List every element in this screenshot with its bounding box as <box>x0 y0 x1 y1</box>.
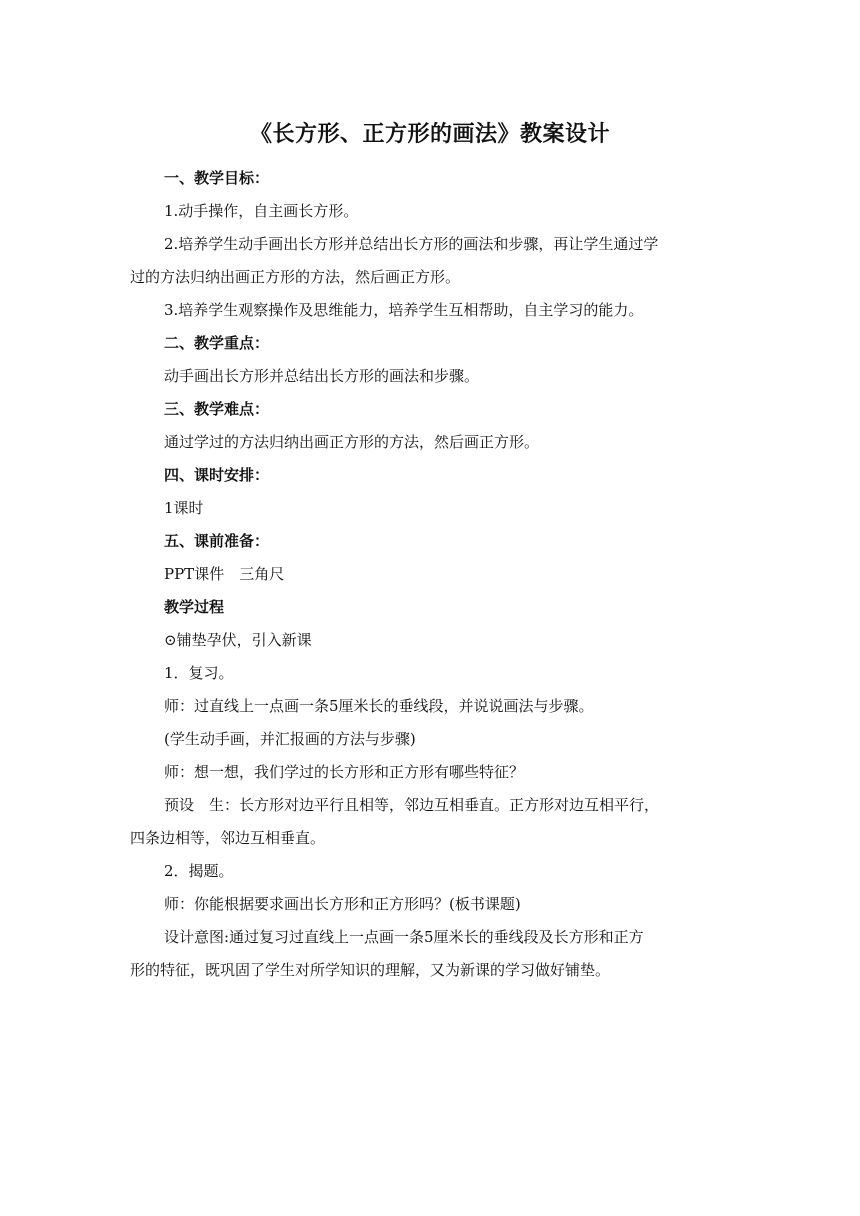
process-review-heading: 1．复习。 <box>164 664 234 682</box>
process-topic-heading: 2．揭题。 <box>164 862 234 880</box>
section-heading-difficulties: 三、教学难点： <box>164 400 270 418</box>
section-heading-objectives: 一、教学目标： <box>164 169 270 187</box>
key-points-text: 动手画出长方形并总结出长方形的画法和步骤。 <box>164 367 480 385</box>
document-body <box>130 162 740 987</box>
objective-item-3: 3.培养学生观察操作及思维能力，培养学生互相帮助，自主学习的能力。 <box>164 301 644 319</box>
section-heading-schedule: 四、课时安排： <box>164 466 270 484</box>
student-activity-note: (学生动手画，并汇报画的方法与步骤) <box>164 730 416 748</box>
design-intent-line-2: 形的特征，既巩固了学生对所学知识的理解，又为新课的学习做好铺垫。 <box>130 961 611 979</box>
teacher-question-3: 师：你能根据要求画出长方形和正方形吗？(板书课题) <box>164 895 521 913</box>
difficulties-text: 通过学过的方法归纳出画正方形的方法，然后画正方形。 <box>164 433 540 451</box>
expected-answer-line-2: 四条边相等，邻边互相垂直。 <box>130 829 326 847</box>
design-intent-line-1: 设计意图:通过复习过直线上一点画一条5厘米长的垂线段及长方形和正方 <box>164 928 644 946</box>
process-step-intro: ⊙铺垫孕伏，引入新课 <box>164 631 312 649</box>
preparation-text: PPT课件 三角尺 <box>164 565 285 583</box>
objective-item-2-line-2: 过的方法归纳出画正方形的方法，然后画正方形。 <box>130 268 461 286</box>
objective-item-1: 1.动手操作，自主画长方形。 <box>164 202 359 220</box>
document-title: 《长方形、正方形的画法》教案设计 <box>249 122 610 147</box>
section-heading-preparation: 五、课前准备： <box>164 532 270 550</box>
schedule-text: 1课时 <box>164 499 204 517</box>
teacher-question-1: 师：过直线上一点画一条5厘米长的垂线段，并说说画法与步骤。 <box>164 697 594 715</box>
teacher-question-2: 师：想一想，我们学过的长方形和正方形有哪些特征？ <box>164 763 525 781</box>
expected-answer-line-1: 预设 生：长方形对边平行且相等，邻边互相垂直。正方形对边互相平行， <box>164 796 660 814</box>
section-heading-process: 教学过程 <box>164 598 225 616</box>
objective-item-2-line-1: 2.培养学生动手画出长方形并总结出长方形的画法和步骤，再让学生通过学 <box>164 235 659 253</box>
section-heading-key-points: 二、教学重点： <box>164 334 270 352</box>
